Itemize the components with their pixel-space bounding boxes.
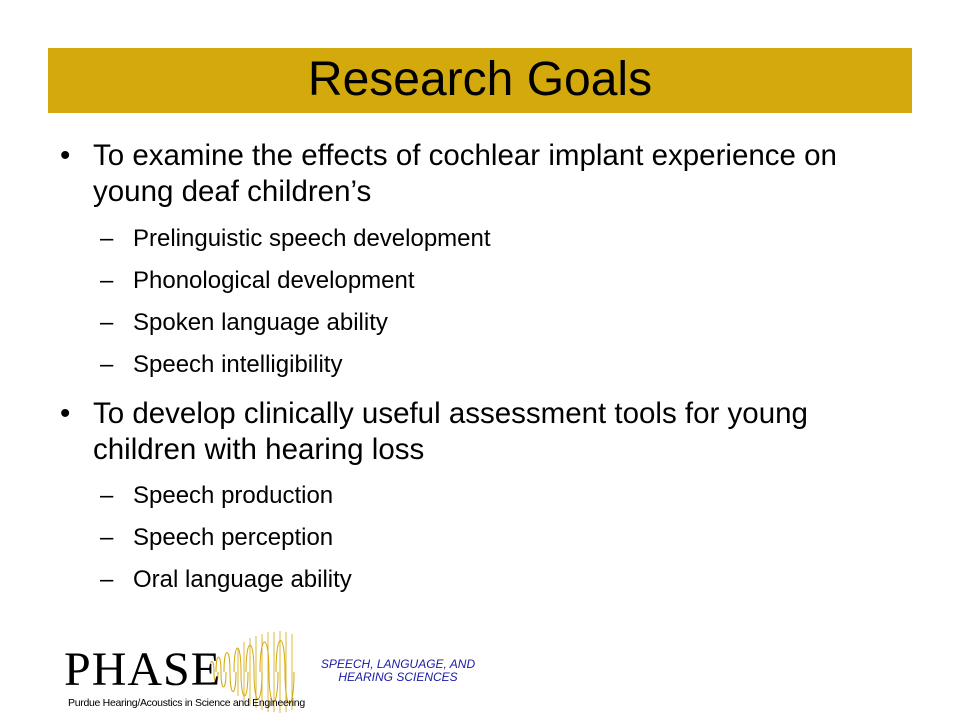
bullet-item: [60, 396, 912, 468]
sub-text: Spoken language ability: [133, 309, 388, 336]
sub-glyph: –: [100, 351, 114, 378]
department-line-2: HEARING SCIENCES: [338, 670, 458, 684]
sub-item: [100, 267, 900, 295]
sub-item: [100, 524, 900, 552]
sub-text: Phonological development: [133, 267, 415, 294]
sub-glyph: –: [100, 309, 114, 336]
sub-item: [100, 566, 900, 594]
sub-item: [100, 351, 900, 379]
sub-text: Prelinguistic speech development: [133, 225, 491, 252]
sub-text: Oral language ability: [133, 566, 352, 593]
department-line-1: SPEECH, LANGUAGE, AND: [320, 657, 476, 671]
bullet-glyph: •: [60, 139, 71, 172]
sub-glyph: –: [100, 482, 114, 509]
bullet-text: To develop clinically useful assessment tools for young children with hearing loss: [93, 397, 808, 466]
bullet-glyph: •: [60, 397, 71, 430]
sub-item: [100, 225, 900, 253]
logo-subtitle: Purdue Hearing/Acoustics in Science and Engineering: [68, 697, 305, 709]
bullet-text: To examine the effects of cochlear implant experience on young deaf children’s: [93, 139, 837, 208]
sub-text: Speech production: [133, 482, 334, 509]
phase-logo: [64, 628, 304, 718]
sub-glyph: –: [100, 225, 114, 252]
sub-item: [100, 482, 900, 510]
sub-glyph: –: [100, 566, 114, 593]
sub-glyph: –: [100, 267, 114, 294]
sub-glyph: –: [100, 524, 114, 551]
sub-text: Speech perception: [133, 524, 334, 551]
department-label: [300, 658, 496, 684]
title-bar: [48, 48, 912, 113]
slide-title: Research Goals: [307, 53, 653, 106]
sub-text: Speech intelligibility: [133, 351, 343, 378]
logo-wordmark: PHASE: [64, 643, 222, 696]
sub-item: [100, 309, 900, 337]
bullet-item: [60, 138, 912, 210]
